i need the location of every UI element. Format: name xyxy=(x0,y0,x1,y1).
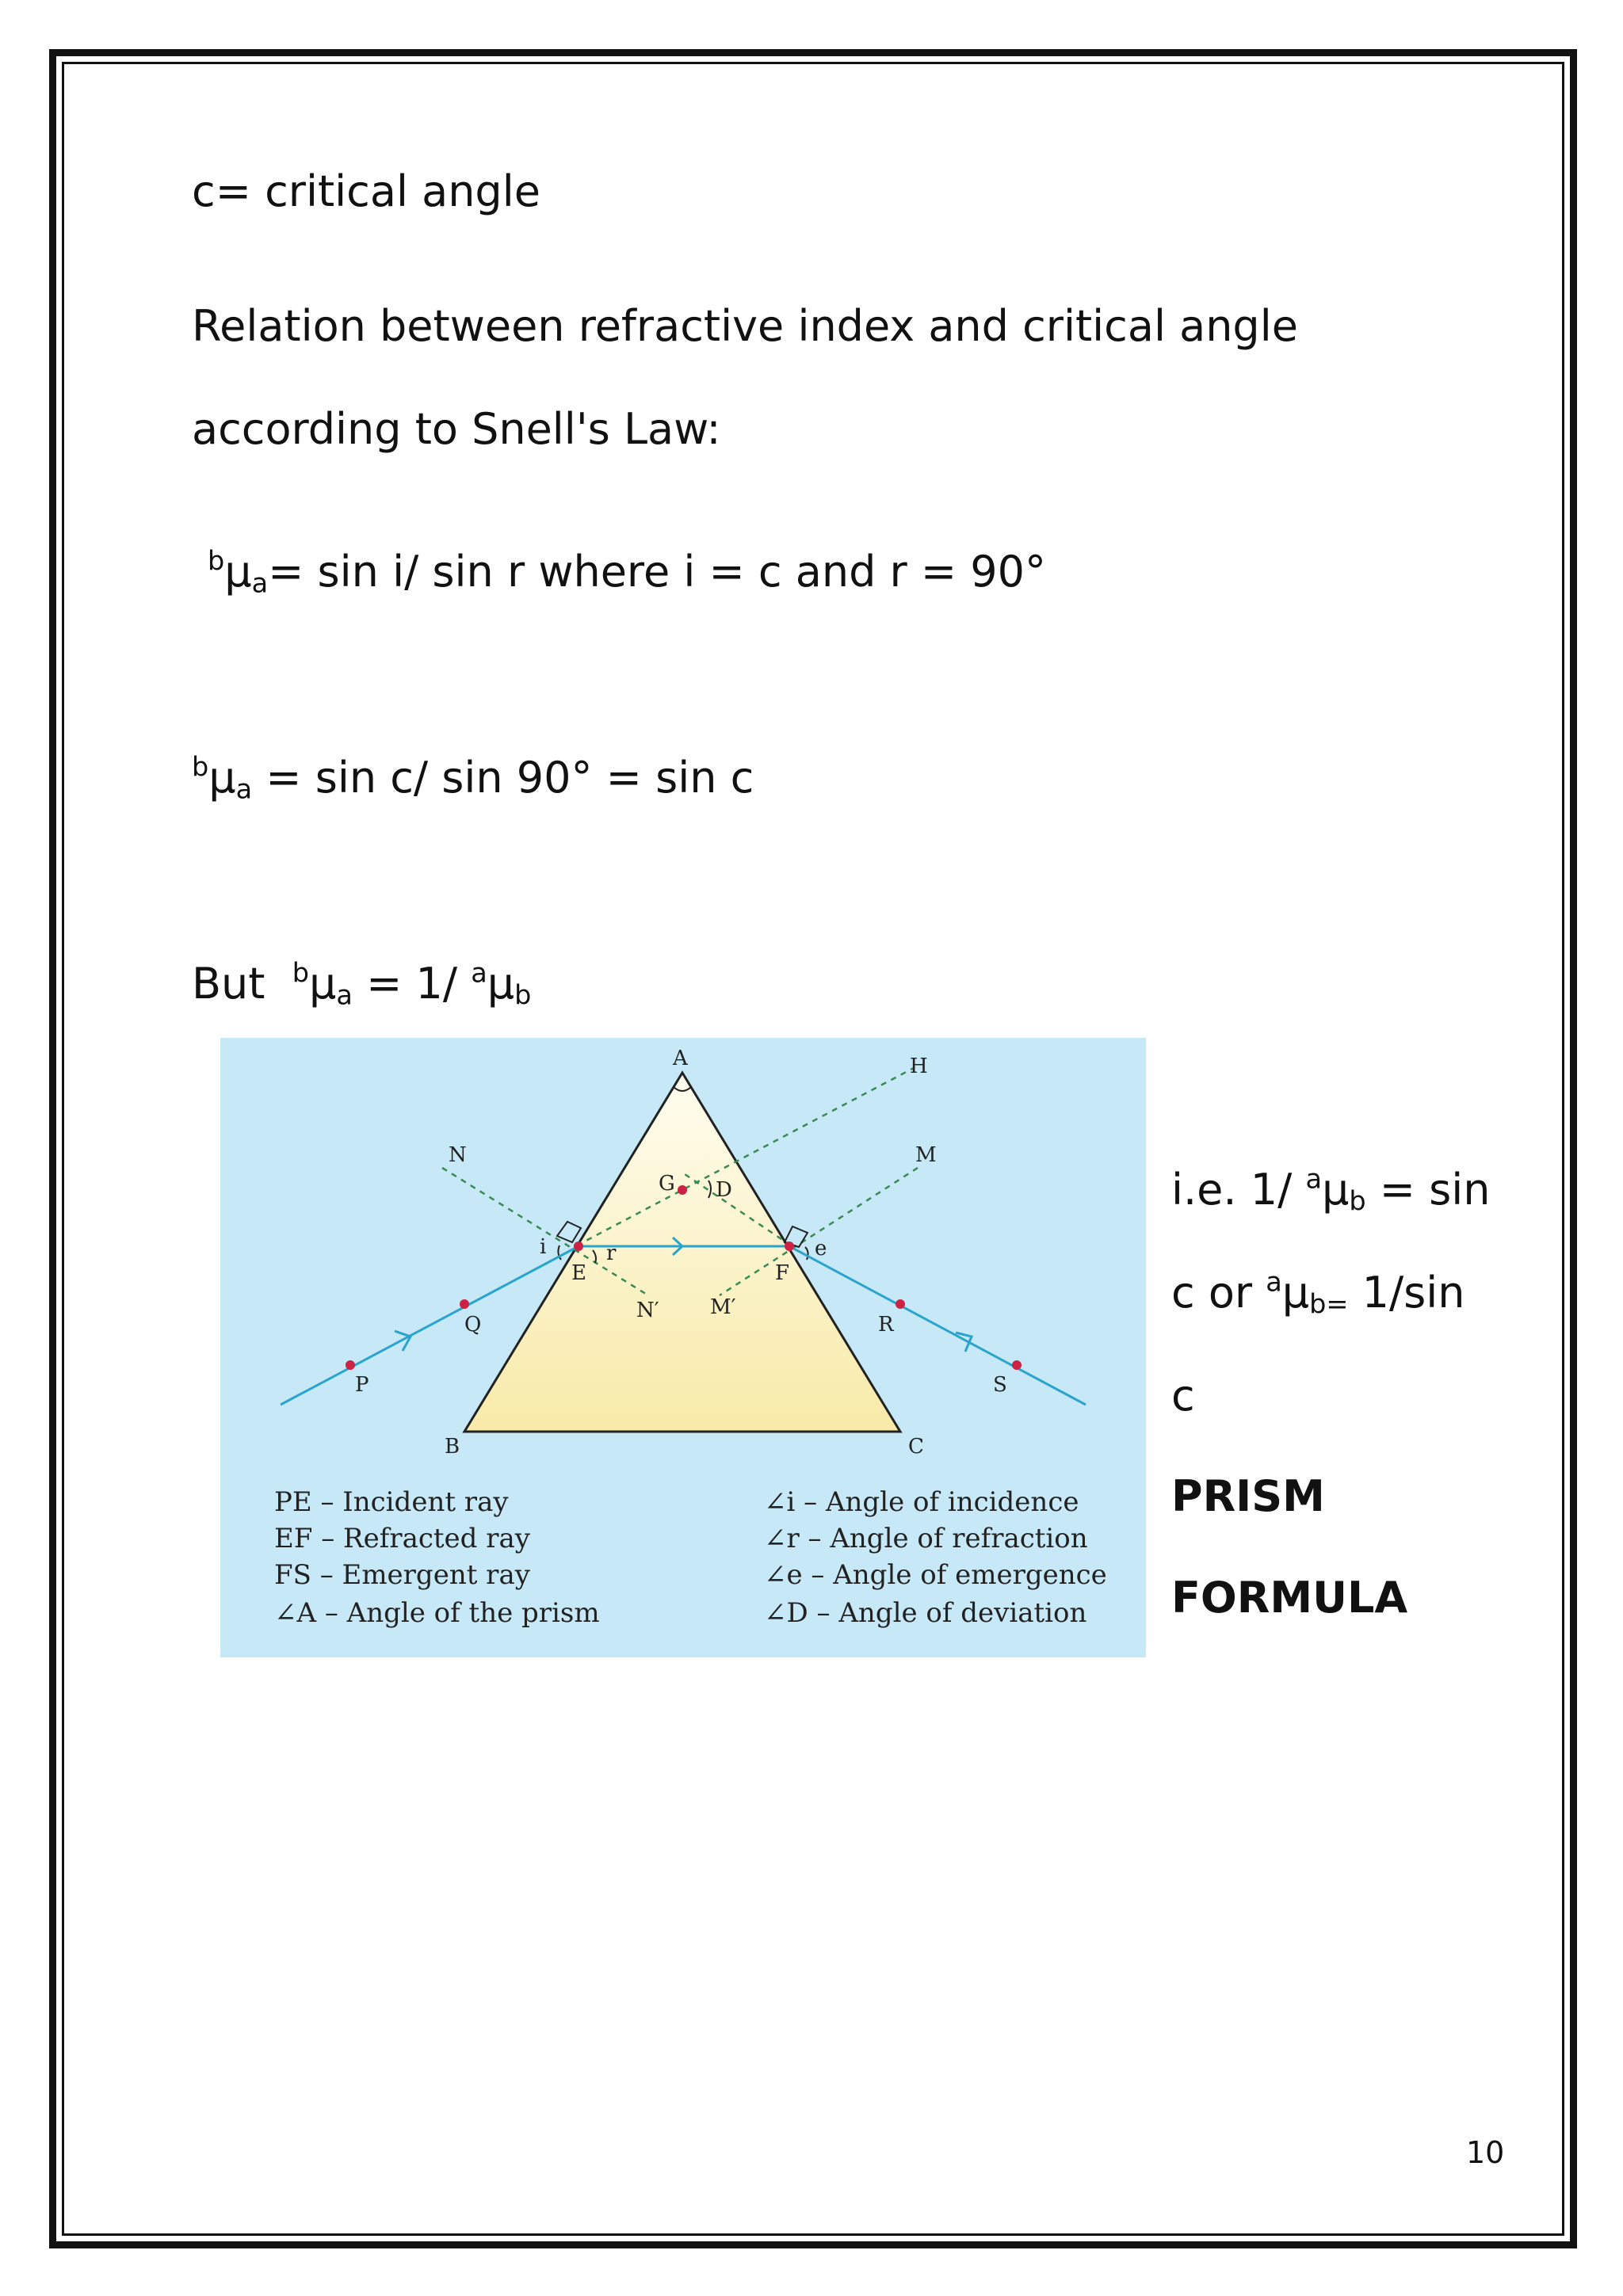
point-e xyxy=(574,1241,583,1251)
label-s: S xyxy=(993,1373,1007,1397)
side1-prefix: i.e. 1/ xyxy=(1171,1165,1306,1215)
eq3-sub2: b xyxy=(514,979,532,1011)
label-n: N xyxy=(449,1143,467,1167)
point-f xyxy=(785,1241,794,1251)
label-g: G xyxy=(659,1172,675,1196)
side2-sup: a xyxy=(1266,1266,1282,1298)
prism-heading: PRISM xyxy=(1171,1471,1325,1521)
point-p xyxy=(346,1360,355,1370)
eq3-base: μ xyxy=(309,959,337,1009)
label-c: C xyxy=(908,1435,924,1459)
side1-sub: b xyxy=(1349,1185,1366,1217)
label-b: B xyxy=(445,1435,460,1459)
eq3-sub: a xyxy=(336,979,353,1011)
legend-angle-i: ∠i – Angle of incidence xyxy=(764,1486,1079,1518)
legend-angle-r: ∠r – Angle of refraction xyxy=(764,1523,1088,1554)
legend-ef: EF – Refracted ray xyxy=(274,1523,530,1554)
side-equation-line1 xyxy=(1171,1163,1491,1217)
label-n-prime: N′ xyxy=(636,1299,659,1322)
reciprocal-equation xyxy=(192,957,532,1011)
formula-heading: FORMULA xyxy=(1171,1573,1408,1623)
eq3-prefix: But xyxy=(192,959,292,1009)
side1-sup: a xyxy=(1305,1163,1322,1195)
point-q xyxy=(460,1299,469,1309)
prism-triangle xyxy=(464,1073,900,1432)
label-h: H xyxy=(910,1055,928,1078)
label-m-prime: M′ xyxy=(710,1295,736,1319)
point-s xyxy=(1012,1360,1022,1370)
label-q: Q xyxy=(464,1313,482,1337)
eq1-rest: = sin i/ sin r where i = c and r = 90° xyxy=(268,547,1047,597)
side2-base: μ xyxy=(1281,1268,1310,1318)
eq2-sub: a xyxy=(235,773,253,805)
eq1-base: μ xyxy=(224,547,252,597)
side-equation-line2 xyxy=(1171,1266,1465,1320)
side1-base: μ xyxy=(1321,1165,1350,1215)
eq1-sub: a xyxy=(251,567,269,599)
label-i: i xyxy=(540,1235,547,1259)
emergence-arc xyxy=(805,1247,808,1260)
label-a: A xyxy=(673,1047,688,1070)
label-e-point: E xyxy=(571,1261,586,1285)
label-p: P xyxy=(355,1373,369,1397)
normal-box-e xyxy=(557,1222,581,1242)
eq3-sup: b xyxy=(292,957,310,989)
label-f-point: F xyxy=(775,1261,790,1285)
eq2-sup: b xyxy=(192,751,209,783)
prism-diagram-svg xyxy=(220,1038,1146,1657)
label-d: D xyxy=(716,1178,732,1202)
side2-sub: b= xyxy=(1309,1288,1349,1320)
label-r-angle: r xyxy=(606,1241,617,1265)
legend-pe: PE – Incident ray xyxy=(274,1486,509,1518)
eq3-mid: = 1/ xyxy=(352,959,472,1009)
critical-equation xyxy=(192,751,754,805)
prism-diagram xyxy=(220,1038,1146,1657)
eq1-sup: b xyxy=(208,545,225,577)
snell-equation xyxy=(208,545,1047,599)
label-r-point: R xyxy=(878,1313,894,1337)
eq3-base2: μ xyxy=(487,959,515,1009)
label-m: M xyxy=(915,1143,937,1167)
side-equation-line3: c xyxy=(1171,1371,1195,1421)
eq3-sup2: a xyxy=(471,957,487,989)
side1-rest: = sin xyxy=(1365,1165,1491,1215)
eq2-rest: = sin c/ sin 90° = sin c xyxy=(252,753,754,803)
relation-heading: Relation between refractive index and critical angle xyxy=(192,301,1298,351)
critical-angle-definition: c= critical angle xyxy=(192,166,540,216)
label-e-angle: e xyxy=(815,1237,827,1261)
point-g xyxy=(678,1185,687,1195)
eq2-base: μ xyxy=(208,753,236,803)
legend-fs: FS – Emergent ray xyxy=(274,1559,530,1591)
legend-angle-e: ∠e – Angle of emergence xyxy=(764,1559,1107,1591)
side2-rest: 1/sin xyxy=(1348,1268,1465,1318)
legend-angle-a: ∠A – Angle of the prism xyxy=(274,1597,600,1629)
legend-angle-d: ∠D – Angle of deviation xyxy=(764,1597,1087,1629)
point-r xyxy=(896,1299,905,1309)
relation-heading-cont: according to Snell's Law: xyxy=(192,404,721,454)
page-number: 10 xyxy=(1466,2135,1505,2170)
side2-prefix: c or xyxy=(1171,1268,1266,1318)
